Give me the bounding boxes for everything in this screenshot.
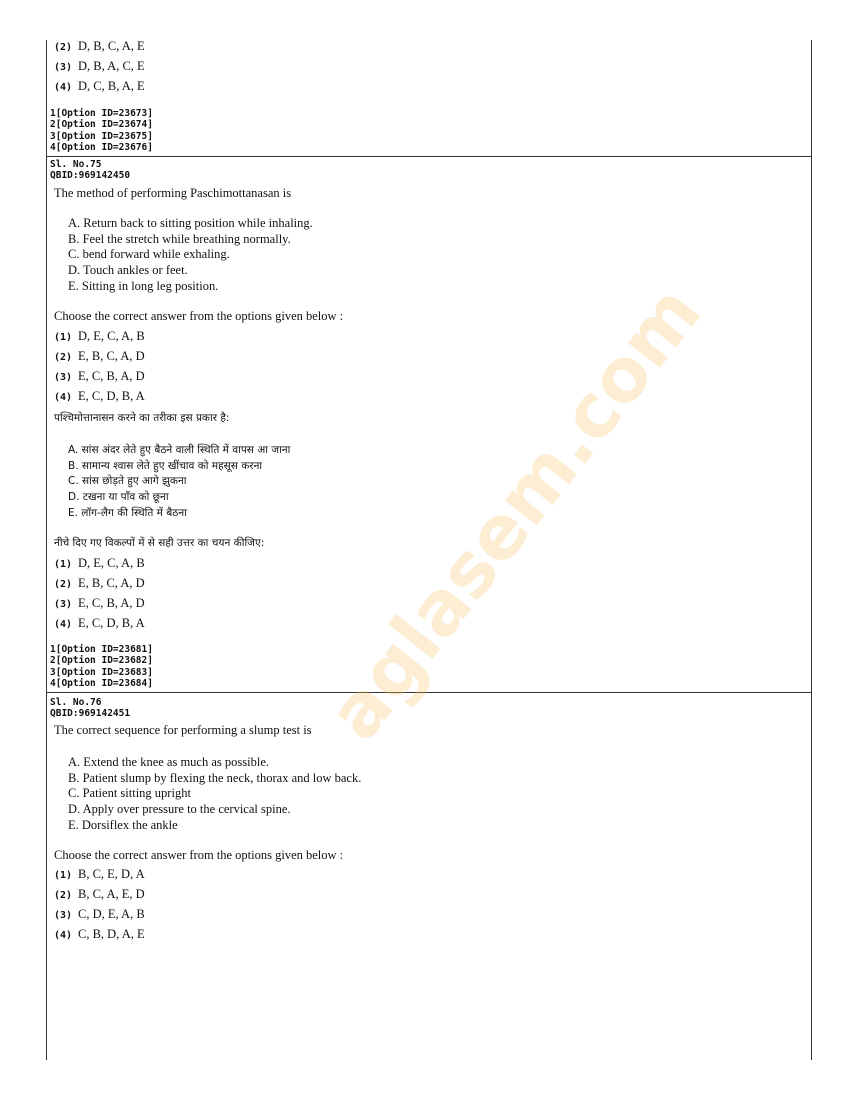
serial-number: Sl. No.75 — [50, 159, 102, 170]
option-row: (2) D, B, C, A, E — [54, 39, 145, 53]
statement: B. Patient slump by flexing the neck, thorax and low back. — [68, 770, 362, 785]
statement: B. Feel the stretch while breathing normally. — [68, 231, 291, 246]
option-id: 1[Option ID=23681] — [50, 644, 153, 655]
q76-statements-en — [68, 754, 361, 832]
statement: D. Touch ankles or feet. — [68, 263, 188, 278]
statement: E. Dorsiflex the ankle — [68, 817, 178, 832]
statement: A. Extend the knee as much as possible. — [68, 755, 269, 769]
qbid: QBID:969142451 — [50, 708, 131, 720]
statement: E. लॉग-लैग की स्थिति में बैठना — [68, 506, 187, 519]
q75-choose-en: Choose the correct answer from the options given below : — [54, 309, 344, 323]
option-row: (2) B, C, A, E, D — [54, 887, 145, 901]
q76-choose-en: Choose the correct answer from the options given below : — [54, 848, 344, 862]
option-row: (2) E, B, C, A, D — [54, 576, 145, 590]
q75-header — [50, 159, 130, 182]
q75-option-ids — [50, 644, 153, 689]
statement: C. bend forward while exhaling. — [68, 247, 230, 262]
watermark: aglasem.com — [311, 270, 718, 756]
q75-options-hi — [54, 553, 145, 633]
q76-question-en: The correct sequence for performing a slump test is — [54, 723, 312, 737]
statement: A. Return back to sitting position while inhaling. — [68, 216, 313, 230]
option-row: (4) D, C, B, A, E — [54, 79, 145, 93]
question-divider — [46, 156, 811, 157]
statement: D. टखना या पाँव को छूना — [68, 491, 169, 504]
option-id: 3[Option ID=23675] — [50, 130, 153, 142]
option-row: (3) E, C, B, A, D — [54, 596, 145, 610]
q76-options-en — [54, 864, 145, 944]
q75-choose-hi: नीचे दिए गए विकल्पों में से सही उत्तर का चयन कीजिए: — [54, 537, 265, 549]
q75-question-en: The method of performing Paschimottanasan is — [54, 186, 292, 200]
option-row: (4) E, C, D, B, A — [54, 616, 145, 630]
option-id: 4[Option ID=23684] — [50, 677, 153, 689]
option-id: 3[Option ID=23683] — [50, 666, 153, 678]
statement: B. सामान्य श्वास लेते हुए खींचाव को महसूस करना — [68, 459, 263, 472]
statement: A. सांस अंदर लेते हुए बैठने वाली स्थिति में वापस आ जाना — [68, 444, 291, 456]
q75-statements-hi — [68, 443, 290, 521]
option-id: 2[Option ID=23674] — [50, 119, 153, 131]
option-row: (4) E, C, D, B, A — [54, 389, 145, 403]
option-row: (1) D, E, C, A, B — [54, 556, 145, 570]
option-row: (3) E, C, B, A, D — [54, 369, 145, 383]
option-id: 1[Option ID=23673] — [50, 108, 153, 119]
statement: E. Sitting in long leg position. — [68, 278, 219, 293]
option-id: 4[Option ID=23676] — [50, 141, 153, 153]
option-row: (4) C, B, D, A, E — [54, 927, 145, 941]
q75-question-hi: पश्चिमोत्तानासन करने का तरीका इस प्रकार है: — [54, 412, 230, 424]
statement: C. Patient sitting upright — [68, 786, 191, 801]
serial-number: Sl. No.76 — [50, 697, 102, 708]
statement: D. Apply over pressure to the cervical spine. — [68, 802, 291, 817]
option-id: 2[Option ID=23682] — [50, 655, 153, 667]
qbid: QBID:969142450 — [50, 170, 131, 182]
option-row: (2) E, B, C, A, D — [54, 349, 145, 363]
option-row: (3) D, B, A, C, E — [54, 59, 145, 73]
q76-header — [50, 697, 130, 720]
prev-option-ids — [50, 108, 153, 153]
q75-statements-en — [68, 215, 313, 293]
option-row: (1) B, C, E, D, A — [54, 867, 145, 881]
option-row: (1) D, E, C, A, B — [54, 329, 145, 343]
prev-options — [54, 36, 145, 96]
question-divider — [46, 692, 811, 693]
q75-options-en — [54, 326, 145, 406]
option-row: (3) C, D, E, A, B — [54, 907, 145, 921]
statement: C. सांस छोड़ते हुए आगे झुकना — [68, 475, 187, 488]
